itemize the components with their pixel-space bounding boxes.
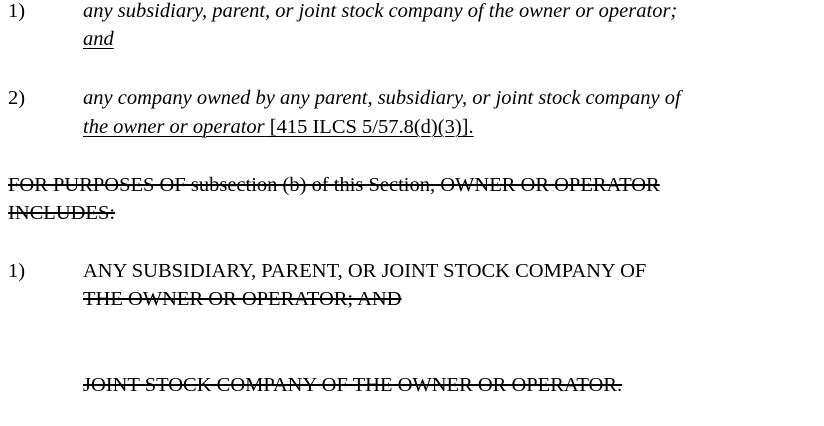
struck-item-1-text-line-2: THE OWNER OR OPERATOR; AND: [83, 288, 402, 310]
item-2-italic-phrase: the owner or operator: [83, 116, 265, 138]
struck-paragraph-line-2: INCLUDES:: [8, 202, 116, 224]
item-1-text-line-1: any subsidiary, parent, or joint stock company of the owner or operator;: [83, 0, 678, 22]
item-2-text-line-1: any company owned by any parent, subsidiary, or joint stock company of: [83, 87, 681, 109]
struck-item-1-number: 1): [8, 260, 26, 282]
item-2-number: 2): [8, 87, 26, 109]
struck-item-2-text-line-2: JOINT STOCK COMPANY OF THE OWNER OR OPERATOR.: [83, 374, 623, 396]
struck-paragraph-line-1: FOR PURPOSES OF subsection (b) of this Section, OWNER OR OPERATOR: [8, 174, 660, 196]
item-2-text-line-2: [83, 115, 474, 139]
item-1-number: 1): [8, 0, 26, 22]
struck-item-1-text-line-1: ANY SUBSIDIARY, PARENT, OR JOINT STOCK COMPANY OF: [83, 260, 647, 282]
item-1-text-line-2: and: [83, 28, 114, 50]
statutory-citation: [415 ILCS 5/57.8(d)(3)].: [264, 116, 474, 138]
